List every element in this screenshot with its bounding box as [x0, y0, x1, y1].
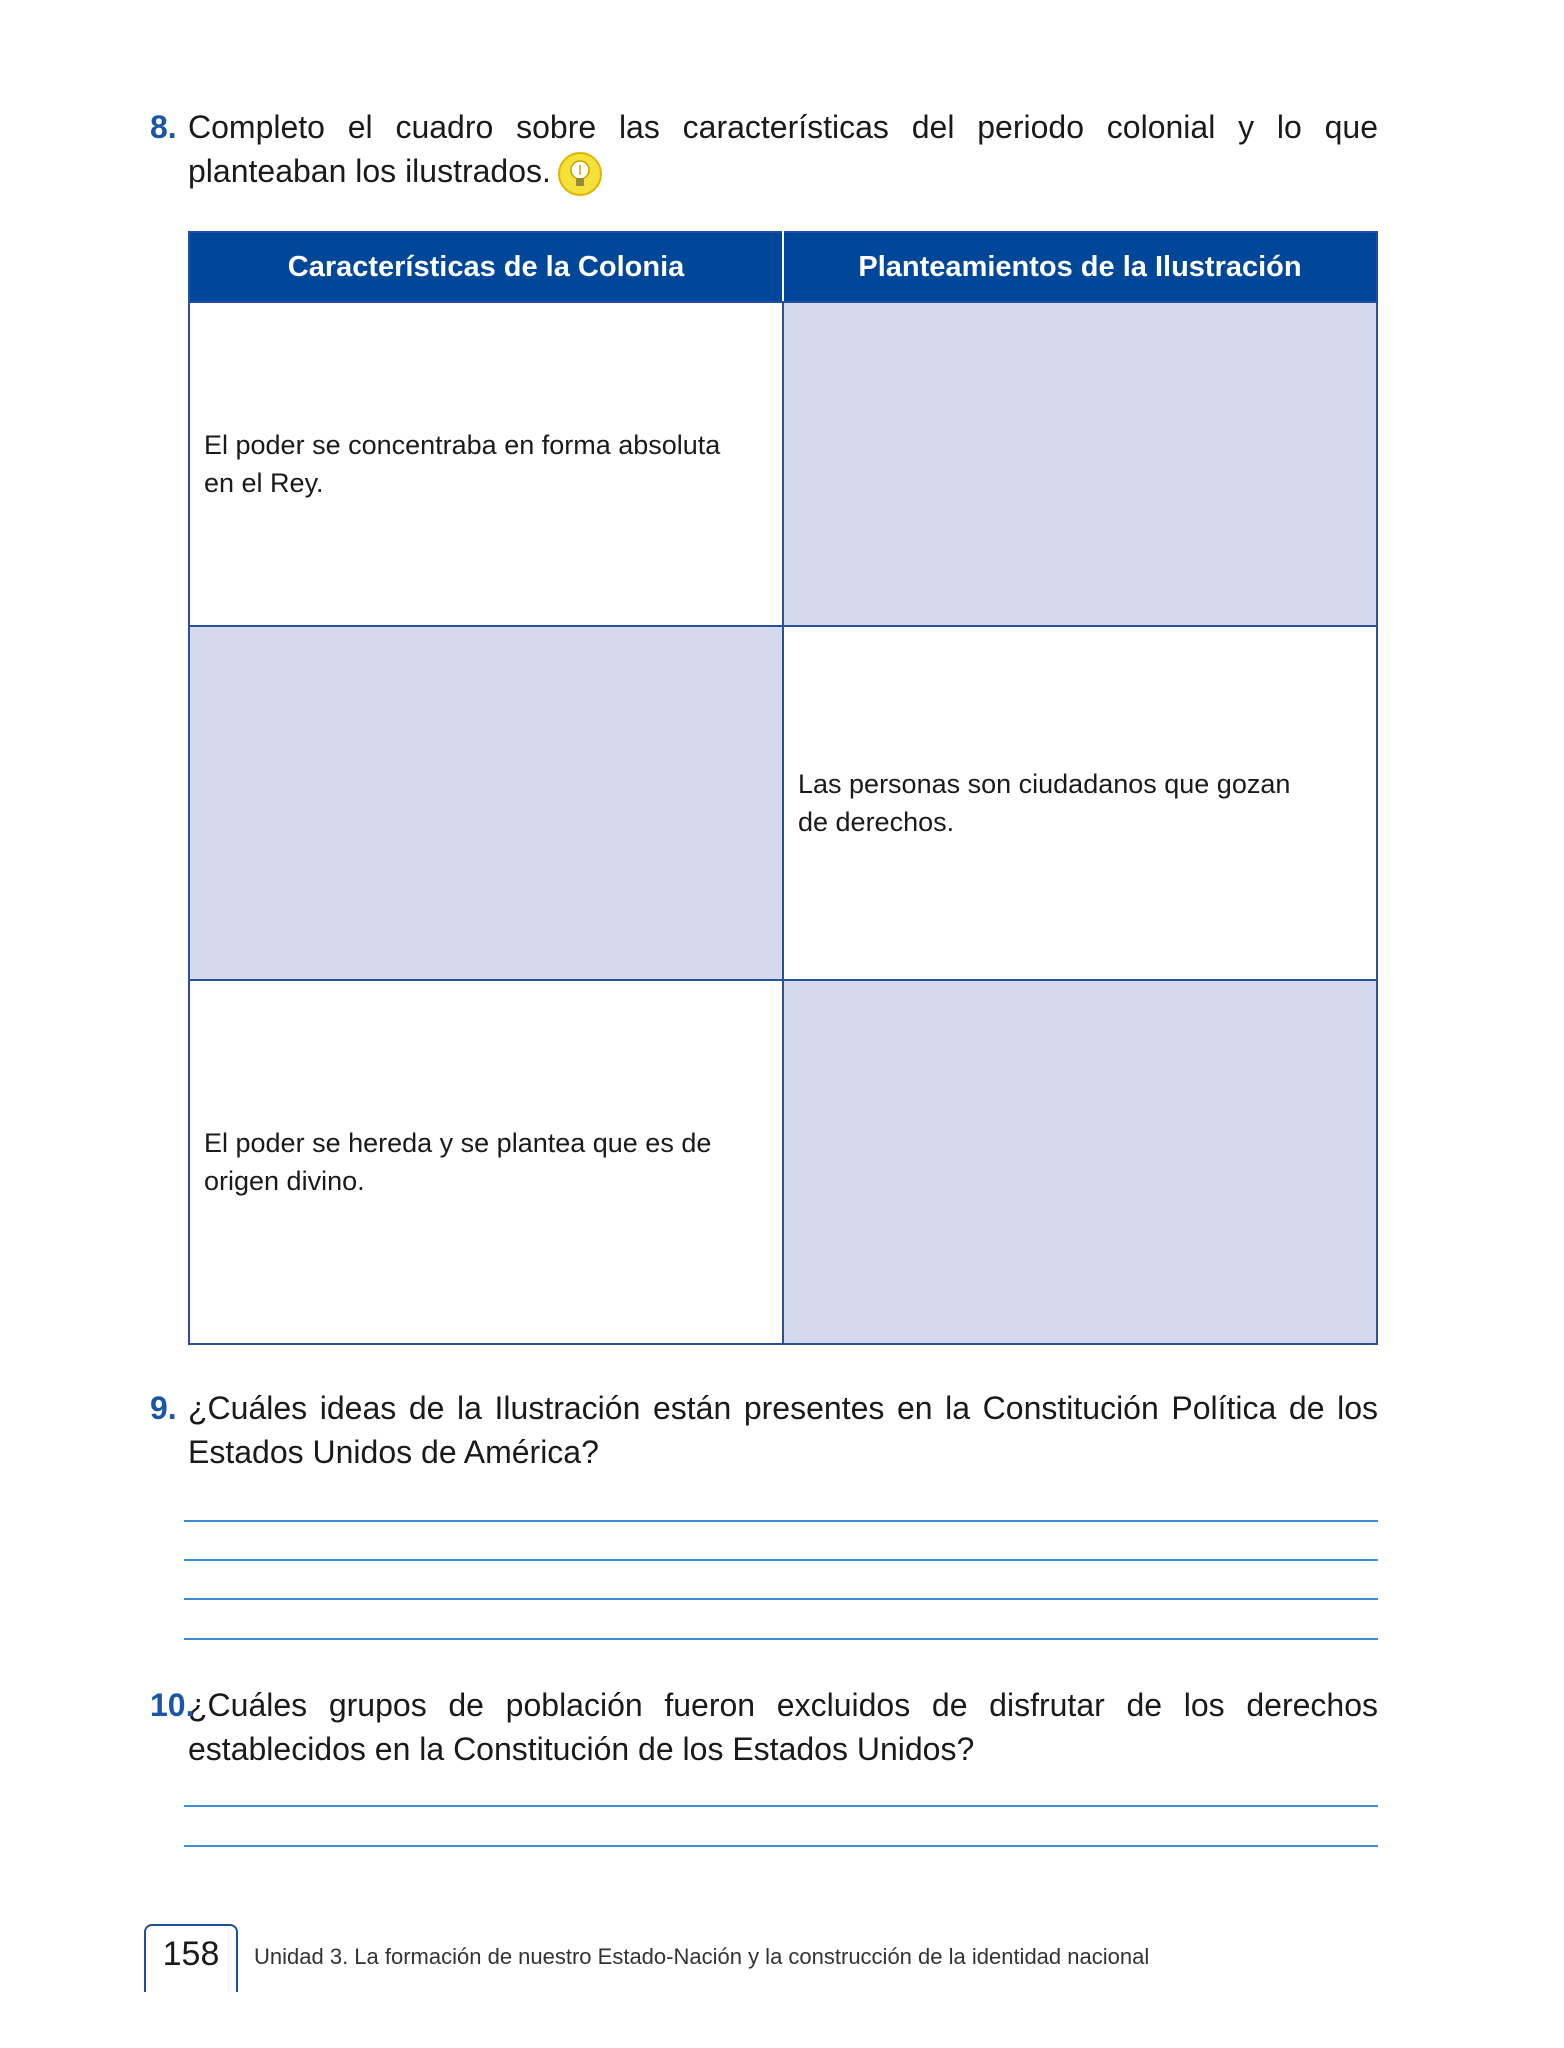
answer-cell-ilustracion-1[interactable] — [783, 302, 1377, 626]
answer-line[interactable] — [184, 1559, 1378, 1561]
cell-ilustracion-2 — [783, 626, 1377, 980]
comparison-table — [188, 231, 1378, 1345]
question-text: Completo el cuadro sobre las características del periodo colonial y lo que planteaban los ilustrados. — [188, 109, 1378, 189]
question-number: 8. — [150, 109, 177, 145]
question-text: ¿Cuáles ideas de la Ilustración están presentes en la Constitución Política de los Estados Unidos de América? — [188, 1390, 1378, 1470]
question-10 — [150, 1683, 1378, 1771]
answer-line[interactable] — [184, 1598, 1378, 1600]
answer-line[interactable] — [184, 1520, 1378, 1522]
header-colonia: Características de la Colonia — [189, 232, 783, 302]
question-number: 10. — [150, 1687, 195, 1723]
question-number: 9. — [150, 1390, 177, 1426]
answer-cell-ilustracion-3[interactable] — [783, 980, 1377, 1344]
table-row — [189, 980, 1377, 1344]
answer-line[interactable] — [184, 1845, 1378, 1847]
question-8 — [150, 105, 1378, 197]
question-9 — [150, 1386, 1378, 1474]
lightbulb-icon — [557, 151, 603, 197]
cell-colonia-1 — [189, 302, 783, 626]
table-row — [189, 626, 1377, 980]
cell-text: El poder se hereda y se plantea que es de origen divino. — [204, 1128, 712, 1196]
answer-line[interactable] — [184, 1805, 1378, 1807]
page-number: 158 — [144, 1924, 238, 1992]
unit-title: Unidad 3. La formación de nuestro Estado-Nación y la construcción de la identidad nacional — [254, 1944, 1150, 1969]
cell-text: Las personas son ciudadanos que gozan de derechos. — [798, 769, 1291, 837]
question-text: ¿Cuáles grupos de población fueron excluidos de disfrutar de los derechos establecidos en la Constitución de los Estados Unidos? — [188, 1687, 1378, 1767]
table-row — [189, 302, 1377, 626]
answer-cell-colonia-2[interactable] — [189, 626, 783, 980]
header-ilustracion: Planteamientos de la Ilustración — [783, 232, 1377, 302]
cell-text: El poder se concentraba en forma absoluta en el Rey. — [204, 430, 721, 498]
cell-colonia-3 — [189, 980, 783, 1344]
answer-line[interactable] — [184, 1638, 1378, 1640]
